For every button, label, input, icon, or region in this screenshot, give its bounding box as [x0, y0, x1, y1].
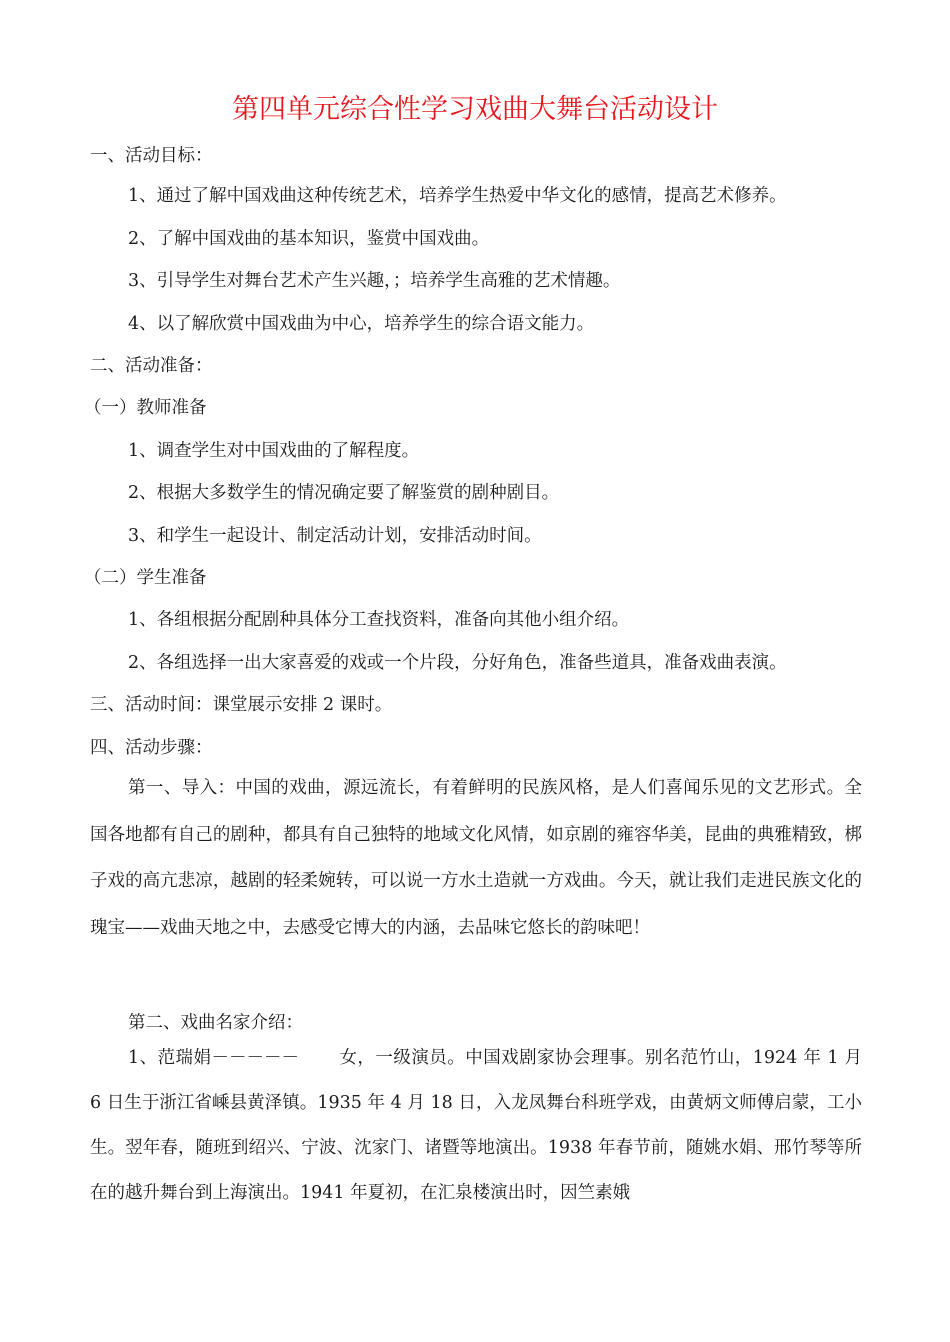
step2-item1-lead: 1、范瑞娟－－－－－ — [128, 1048, 299, 1068]
teacher-item-2: 2、根据大多数学生的情况确定要了解鉴赏的剧种剧目。 — [128, 483, 560, 503]
section-heading-goals: 一、活动目标： — [90, 146, 213, 166]
subheading-teacher-prep: （一）教师准备 — [84, 398, 207, 418]
subheading-student-prep: （二）学生准备 — [84, 568, 207, 588]
student-item-2: 2、各组选择一出大家喜爱的戏或一个片段，分好角色，准备些道具，准备戏曲表演。 — [128, 653, 787, 673]
step2-item1-body: 女，一级演员。中国戏剧家协会理事。别名范竹山，1924 年 1 月 6 日生于浙江省嵊县黄泽镇。1935 年 4 月 18 日，入龙凤舞台科班学戏，由黄炳文师傅启蒙，工小生。翌年春，随班到绍兴、宁波、沈家门、诸暨等地演出。1938 年春节前，随姚水娟、邢竹琴等所在的越升舞台到上海演出。1941 年夏初，在汇泉楼演出时，因竺素娥 — [90, 1048, 862, 1203]
teacher-item-3: 3、和学生一起设计、制定活动计划，安排活动时间。 — [128, 526, 542, 546]
section-heading-time: 三、活动时间：课堂展示安排 2 课时。 — [90, 695, 393, 715]
section-heading-steps: 四、活动步骤： — [90, 738, 213, 758]
student-item-1: 1、各组根据分配剧种具体分工查找资料，准备向其他小组介绍。 — [128, 610, 630, 630]
document-title: 第四单元综合性学习戏曲大舞台活动设计 — [232, 94, 718, 125]
section-heading-prep: 二、活动准备： — [90, 356, 213, 376]
step2-item1-paragraph — [90, 1036, 862, 1216]
goal-item-3: 3、引导学生对舞台艺术产生兴趣，；培养学生高雅的艺术情趣。 — [128, 271, 621, 291]
goal-item-2: 2、了解中国戏曲的基本知识，鉴赏中国戏曲。 — [128, 229, 490, 249]
goal-item-1: 1、通过了解中国戏曲这种传统艺术，培养学生热爱中华文化的感情，提高艺术修养。 — [128, 186, 787, 206]
step1-paragraph: 第一、导入：中国的戏曲，源远流长，有着鲜明的民族风格，是人们喜闻乐见的文艺形式。全国各地都有自己的剧种，都具有自己独特的地域文化风情，如京剧的雍容华美，昆曲的典雅精致，梆子戏的高亢悲凉，越剧的轻柔婉转，可以说一方水土造就一方戏曲。今天，就让我们走进民族文化的瑰宝——戏曲天地之中，去感受它博大的内涵，去品味它悠长的韵味吧！ — [90, 778, 862, 938]
goal-item-4: 4、以了解欣赏中国戏曲为中心，培养学生的综合语文能力。 — [128, 314, 595, 334]
teacher-item-1: 1、调查学生对中国戏曲的了解程度。 — [128, 441, 420, 461]
step2-heading: 第二、戏曲名家介绍： — [128, 1013, 303, 1033]
